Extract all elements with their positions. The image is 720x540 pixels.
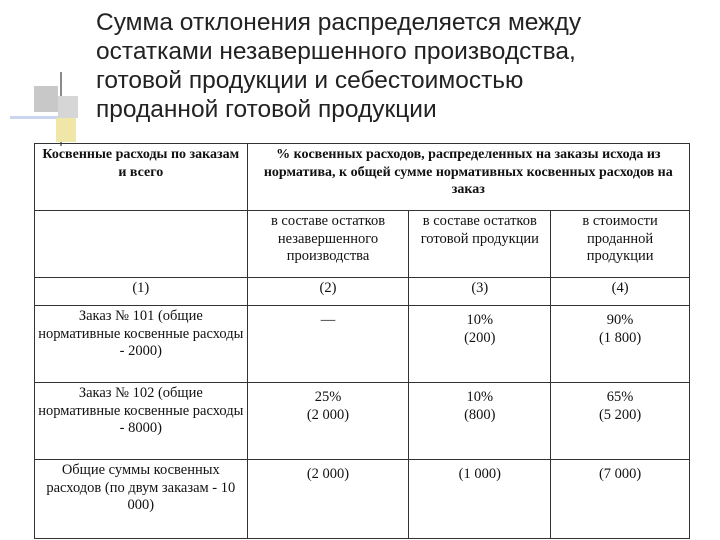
- title-line: Сумма отклонения распределяется между: [96, 9, 582, 36]
- cell-wip: —: [247, 306, 409, 383]
- row-label: Общие суммы косвенных расходов (по двум заказам - 10 000): [35, 460, 248, 539]
- cell-finished-goods: (1 000): [409, 460, 551, 539]
- column-number: (2): [247, 278, 409, 306]
- overhead-distribution-table: [34, 143, 690, 539]
- subheader-row: [35, 211, 690, 278]
- column-number: (4): [551, 278, 690, 306]
- cell-cost-of-sales: 90% (1 800): [551, 306, 690, 383]
- cell-finished-goods: 10% (800): [409, 383, 551, 460]
- subheader-empty: [35, 211, 248, 278]
- title-line: проданной готовой продукции: [96, 96, 437, 123]
- table-row: [35, 383, 690, 460]
- header-left: Косвенные расходы по заказам и всего: [35, 144, 248, 211]
- column-number: (3): [409, 278, 551, 306]
- cell-wip: 25% (2 000): [247, 383, 409, 460]
- column-number-row: [35, 278, 690, 306]
- cell-wip: (2 000): [247, 460, 409, 539]
- title-line: остатками незавершенного производства,: [96, 38, 576, 65]
- decor-square-gray: [34, 86, 58, 112]
- header-row: [35, 144, 690, 211]
- subheader-wip: в составе остатков незавершенного производства: [247, 211, 409, 278]
- title-line: готовой продукции и себестоимостью: [96, 67, 524, 94]
- decor-square-yellow: [56, 118, 76, 142]
- table-row: [35, 460, 690, 539]
- subheader-finished-goods: в составе остатков готовой продукции: [409, 211, 551, 278]
- subheader-cost-of-sales: в стоимости проданной продукции: [551, 211, 690, 278]
- decor-square-light: [58, 96, 78, 118]
- column-number: (1): [35, 278, 248, 306]
- header-main: % косвенных расходов, распределенных на заказы исхода из норматива, к общей сумме нормативных косвенных расходов на заказ: [247, 144, 689, 211]
- cell-cost-of-sales: (7 000): [551, 460, 690, 539]
- slide-title: [96, 8, 696, 124]
- row-label: Заказ № 102 (общие нормативные косвенные расходы - 8000): [35, 383, 248, 460]
- row-label: Заказ № 101 (общие нормативные косвенные расходы - 2000): [35, 306, 248, 383]
- cell-finished-goods: 10% (200): [409, 306, 551, 383]
- cell-cost-of-sales: 65% (5 200): [551, 383, 690, 460]
- table-row: [35, 306, 690, 383]
